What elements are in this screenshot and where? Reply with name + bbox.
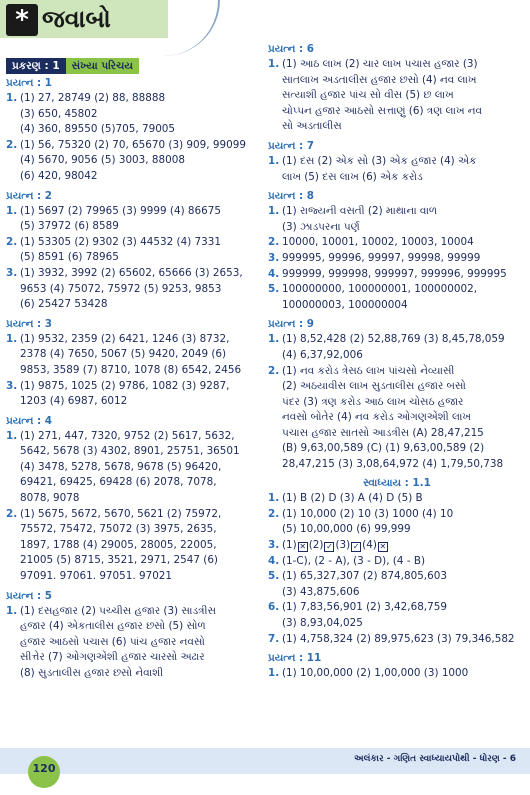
- answer-item: [6, 266, 261, 313]
- item-line: [282, 538, 526, 554]
- item-text: [20, 332, 261, 379]
- item-line: (1) 9875, 1025 (2) 9786, 1082 (3) 9287,: [20, 379, 230, 392]
- question-heading: પ્રયત્ન : 4: [6, 414, 52, 427]
- item-number: 4.: [268, 267, 280, 280]
- item-line: હજાર આઠસો પચાસ (6) પાંચ હજાર નવસો: [20, 635, 205, 648]
- item-line: (5) 37972 (6) 8589: [20, 220, 119, 233]
- item-line: સીત્તેર (7) ઓગણએંશી હજાર ચારસો અઢાર: [20, 651, 205, 664]
- item-text: [20, 507, 261, 585]
- item-text: [282, 632, 526, 648]
- item-number: 1.: [6, 204, 18, 217]
- decorative-arc: [160, 0, 220, 56]
- item-number: 3.: [268, 251, 280, 264]
- item-text: [20, 204, 261, 235]
- item-line: (1) 9532, 2359 (2) 6421, 1246 (3) 8732,: [20, 332, 230, 345]
- item-text: [282, 507, 526, 538]
- item-text: [282, 554, 526, 570]
- item-line: સો અડતાલીસ: [282, 120, 342, 133]
- left-column: [6, 58, 261, 682]
- answer-item: [268, 364, 526, 473]
- left-sections: [6, 76, 261, 682]
- item-line: 10000, 10001, 10002, 10003, 10004: [282, 236, 474, 249]
- item-line: 69421, 69425, 69428 (6) 2078, 7078,: [20, 476, 217, 489]
- item-line: 999999, 999998, 999997, 999996, 999995: [282, 267, 507, 280]
- asterisk-icon: *: [6, 4, 38, 36]
- chapter-heading: [6, 58, 261, 74]
- item-line: (1) 7,83,56,901 (2) 3,42,68,759: [282, 601, 447, 614]
- item-line: 1897, 1788 (4) 29005, 28005, 22005,: [20, 538, 217, 551]
- chapter-name: સંખ્યા પરિચય: [66, 58, 139, 74]
- item-number: 2.: [6, 235, 18, 248]
- item-number: 2.: [268, 364, 280, 377]
- item-line: (1) દસહજાર (2) પચ્ચીસ હજાર (3) સાડત્રીસ: [20, 604, 216, 617]
- item-line: (1) 10,000 (2) 10 (3) 1000 (4) 10: [282, 507, 454, 520]
- item-text: [282, 332, 526, 363]
- answer-item: [268, 491, 526, 507]
- item-line: (3) 8,93,04,025: [282, 617, 363, 629]
- item-line: 21005 (5) 8715, 3521, 2971, 2547 (6): [20, 554, 218, 567]
- item-line: (1) 271, 447, 7320, 9752 (2) 5617, 5632,: [20, 429, 235, 442]
- item-line: (1) 53305 (2) 9302 (3) 44532 (4) 7331: [20, 235, 221, 248]
- item-line: (1) 4,758,324 (2) 89,975,623 (3) 79,346,582: [282, 632, 515, 645]
- answer-item: [268, 204, 526, 235]
- item-number: 1.: [6, 92, 18, 104]
- item-text: [282, 491, 526, 507]
- check-box-icon: ✓: [326, 542, 333, 552]
- answer-item: [6, 332, 261, 379]
- answer-item: [268, 235, 526, 251]
- item-line: (3) 650, 45802: [20, 107, 98, 120]
- answer-item: [6, 91, 261, 138]
- item-line: (5) 10,00,000 (6) 99,999: [282, 523, 411, 536]
- item-number: 5.: [268, 283, 280, 296]
- item-number: 1.: [268, 667, 280, 680]
- question-heading: પ્રયત્ન : 9: [268, 318, 314, 331]
- item-line: (1) 5697 (2) 79965 (3) 9999 (4) 86675: [20, 204, 221, 217]
- item-line: (1) B (2) D (3) A (4) D (5) B: [282, 492, 423, 505]
- item-text: [282, 666, 526, 682]
- item-line: (8) સુડતાલીસ હજાર છસો નેવાશી: [20, 667, 164, 679]
- item-number: 1.: [268, 154, 280, 167]
- item-text: [20, 379, 261, 410]
- item-line: (1) 56, 75320 (2) 70, 65670 (3) 909, 99099: [20, 138, 246, 151]
- item-text: [20, 604, 261, 682]
- item-line: 9653 (4) 75072, 75972 (5) 9253, 9853: [20, 282, 222, 295]
- item-line: (4) 6,37,92,006: [282, 348, 363, 361]
- item-number: 3.: [6, 266, 18, 279]
- box-label: (2): [308, 539, 324, 552]
- item-line: (5) 8591 (6) 78965: [20, 251, 119, 264]
- right-sections: [268, 42, 526, 473]
- item-line: (1) રાજ્યની વસતી (2) માથાના વાળ: [282, 205, 438, 218]
- right-column: [268, 40, 526, 682]
- item-line: (1) 65,327,307 (2) 874,805,603: [282, 570, 447, 583]
- item-text: [20, 91, 261, 138]
- item-line: (1) 5675, 5672, 5670, 5621 (2) 75972,: [20, 507, 222, 520]
- answer-item: [268, 507, 526, 538]
- item-line: 100000003, 100000004: [282, 298, 408, 311]
- item-line: (2) અઠયાવીસ લાખ સુડતાલીસ હજાર બસો: [282, 380, 466, 393]
- answer-item: [268, 57, 526, 135]
- item-line: 9853, 3589 (7) 8710, 1078 (8) 6542, 2456: [20, 363, 242, 376]
- page-title: જવાબો: [42, 5, 111, 33]
- item-line: (6) 25427 53428: [20, 298, 108, 311]
- answer-item: [268, 666, 526, 682]
- answer-item: [6, 235, 261, 266]
- swadhyay-title: સ્વાધ્યાય : 1.1: [363, 476, 431, 489]
- item-number: 1.: [6, 332, 18, 345]
- item-text: [282, 204, 526, 235]
- item-line: (1-C), (2 - A), (3 - D), (4 - B): [282, 554, 425, 567]
- item-text: [282, 251, 526, 267]
- answer-item: [268, 282, 526, 313]
- item-number: 5.: [268, 570, 280, 583]
- item-number: 7.: [268, 632, 280, 645]
- item-line: (1) આઠ લાખ (2) ચાર લાખ પચાસ હજાર (3): [282, 58, 478, 70]
- item-number: 6.: [268, 601, 280, 614]
- item-line: 8078, 9078: [20, 492, 80, 505]
- box-label: (3): [335, 539, 351, 552]
- item-line: ચોપ્પન હજાર આઠસો સત્તાણું (6) ત્રણ લાખ નવ: [282, 104, 483, 117]
- item-line: પચાસ હજાર સાતસો આડત્રીસ (A) 28,47,215: [282, 426, 484, 439]
- item-line: (B) 9,63,00,589 (C) (1) 9,63,00,589 (2): [282, 442, 485, 455]
- item-line: સાતલાખ અડતાલીસ હજાર છસો (4) નવ લાખ: [282, 73, 477, 86]
- item-text: [20, 138, 261, 185]
- question-heading: પ્રયત્ન : 1: [6, 77, 52, 89]
- item-number: 1.: [268, 492, 280, 505]
- item-number: 1.: [6, 604, 18, 617]
- item-line: (3) ઝાડપરના પર્ણ: [282, 220, 360, 233]
- cross-box-icon: ✕: [299, 542, 307, 552]
- answer-item: [6, 138, 261, 185]
- item-line: 75572, 75472, 75072 (3) 3975, 2635,: [20, 523, 217, 536]
- page-number: 120: [32, 762, 56, 775]
- item-line: (6) 420, 98042: [20, 169, 98, 182]
- item-line: નવસો બોતેર (4) નવ કરોડ ઓગણએંશી લાખ: [282, 411, 471, 424]
- answer-item: [268, 251, 526, 267]
- item-text: [282, 600, 526, 631]
- box-label: (4): [362, 539, 377, 552]
- item-line: (1) નવ કરોડ ત્રેસઠ લાખ પાંચસો નેવ્યાસી: [282, 364, 455, 377]
- question-heading: પ્રયત્ન : 6: [268, 43, 314, 55]
- item-number: 3.: [268, 539, 280, 552]
- item-number: 1.: [268, 205, 280, 218]
- item-line: 5642, 5678 (3) 4302, 8901, 25751, 36501: [20, 445, 240, 458]
- item-line: 999995, 99996, 99997, 99998, 99999: [282, 251, 481, 264]
- check-box-icon: ✓: [352, 542, 360, 552]
- question-heading: પ્રયત્ન : 3: [6, 317, 52, 330]
- item-text: [282, 282, 526, 313]
- item-line: (1) 8,52,428 (2) 52,88,769 (3) 8,45,78,059: [282, 333, 505, 346]
- item-line: (4) 360, 89550 (5)705, 79005: [20, 123, 176, 136]
- answer-item: [268, 154, 526, 185]
- item-number: 2.: [6, 507, 18, 520]
- item-line: (4) 5670, 9056 (5) 3003, 88008: [20, 154, 185, 167]
- item-line: (1) દસ (2) એક સો (3) એક હજાર (4) એક: [282, 154, 477, 167]
- item-text: [282, 267, 526, 283]
- item-line: (1) 27, 28749 (2) 88, 88888: [20, 92, 166, 104]
- item-text: [282, 235, 526, 251]
- item-text: [20, 266, 261, 313]
- question-heading: પ્રયત્ન : 8: [268, 190, 314, 203]
- answer-item: [6, 204, 261, 235]
- item-line: 97091. 97061. 97051. 97021: [20, 570, 173, 583]
- item-line: (1) 3932, 3992 (2) 65602, 65666 (3) 2653,: [20, 266, 243, 279]
- item-line: (1) 10,00,000 (2) 1,00,000 (3) 1000: [282, 667, 469, 680]
- item-line: (3) 43,875,606: [282, 585, 360, 598]
- item-line: પંદર (3) ત્રણ કરોડ આઠ લાખ ચોસઠ હજાર: [282, 395, 464, 408]
- item-number: 3.: [6, 379, 18, 392]
- item-number: 1.: [6, 429, 18, 442]
- item-number: 4.: [268, 554, 280, 567]
- item-text: [20, 429, 261, 507]
- box-label: (1): [282, 539, 297, 552]
- question-heading: પ્રયત્ન : 2: [6, 189, 52, 202]
- answer-item: [6, 507, 261, 585]
- answer-item: [268, 554, 526, 570]
- swadhyay-items: [268, 491, 526, 647]
- item-text: [282, 57, 526, 135]
- answer-item: [6, 429, 261, 507]
- item-line: 100000000, 100000001, 100000002,: [282, 283, 478, 296]
- cross-box-icon: ✕: [379, 542, 387, 552]
- last-section: [268, 651, 526, 682]
- item-text: [282, 154, 526, 185]
- answer-item: [268, 600, 526, 631]
- answer-item: [268, 538, 526, 554]
- item-text: [282, 364, 526, 473]
- item-text: [20, 235, 261, 266]
- item-line: 28,47,215 (3) 3,08,64,972 (4) 1,79,50,738: [282, 458, 504, 471]
- answer-item: [268, 632, 526, 648]
- item-line: હજાર (4) એકતાલીસ હજાર છસો (5) સોળ: [20, 620, 206, 633]
- item-number: 1.: [268, 333, 280, 346]
- item-number: 2.: [268, 236, 280, 249]
- item-number: 2.: [6, 138, 18, 151]
- item-line: 2378 (4) 7650, 5067 (5) 9420, 2049 (6): [20, 348, 227, 361]
- question-heading: પ્રયત્ન : 11: [268, 652, 322, 665]
- item-line: લાખ (5) દસ લાખ (6) એક કરોડ: [282, 170, 423, 183]
- item-number: 1.: [268, 58, 280, 70]
- answer-item: [6, 379, 261, 410]
- item-text: [282, 538, 526, 554]
- item-number: 2.: [268, 507, 280, 520]
- chapter-label: પ્રકરણ : 1: [6, 58, 66, 74]
- item-line: સત્યાશી હજાર પાંચ સો વીસ (5) છ લાખ: [282, 89, 454, 102]
- question-heading: પ્રયત્ન : 7: [268, 139, 314, 152]
- answer-item: [6, 604, 261, 682]
- item-text: [282, 569, 526, 600]
- answer-item: [268, 267, 526, 283]
- item-line: 1203 (4) 6987, 6012: [20, 395, 128, 408]
- answer-item: [268, 569, 526, 600]
- question-heading: પ્રયત્ન : 5: [6, 589, 52, 602]
- answer-item: [268, 332, 526, 363]
- item-line: (4) 3478, 5278, 5678, 9678 (5) 96420,: [20, 460, 222, 473]
- footer-book-title: અલંકાર - ગણિત સ્વાધ્યાયપોથી - ધોરણ - 6: [354, 754, 516, 764]
